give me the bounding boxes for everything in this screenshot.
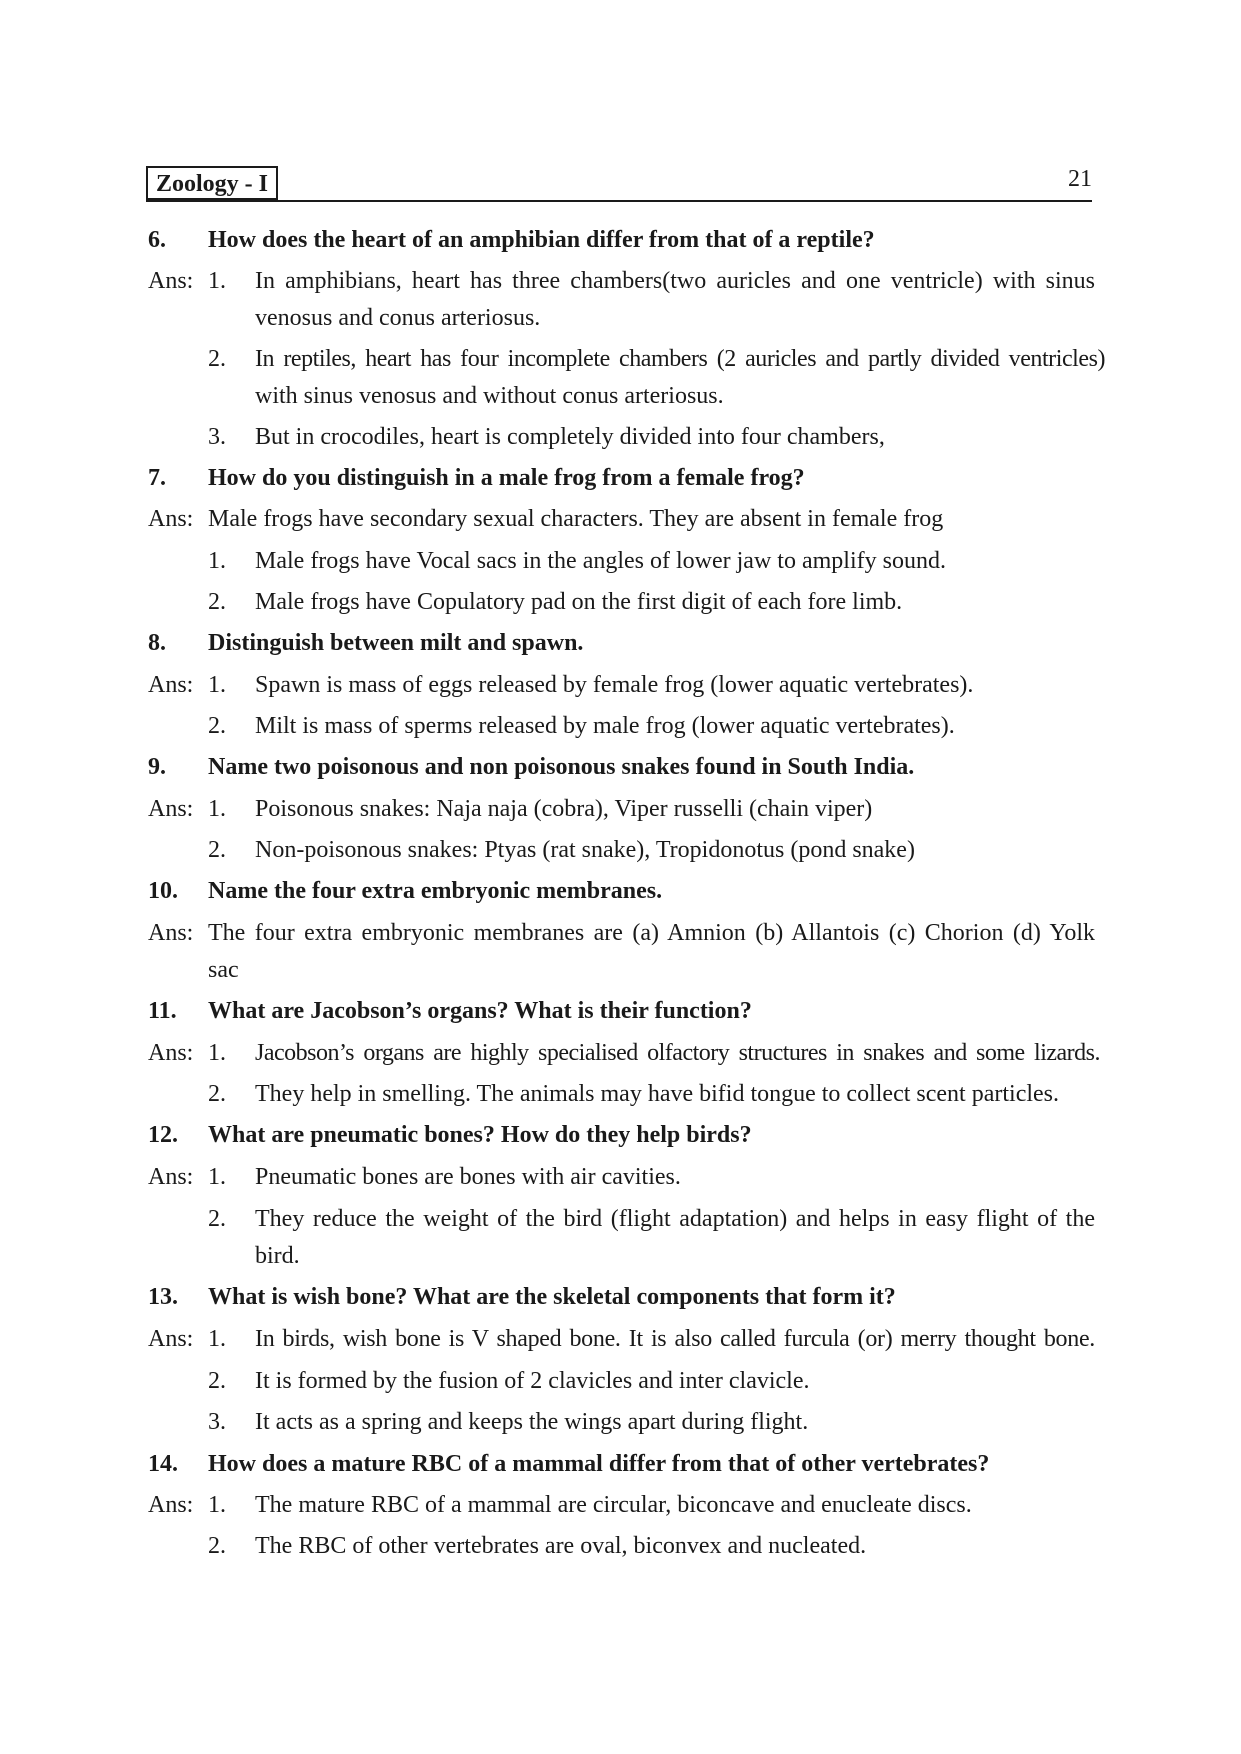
question-number: 7. <box>148 465 166 491</box>
answer-item-text: The RBC of other vertebrates are oval, biconvex and nucleated. <box>255 1533 867 1559</box>
question-number: 10. <box>148 878 178 904</box>
answer-item-text: It is formed by the fusion of 2 clavicles and inter clavicle. <box>255 1368 810 1394</box>
answer-item-text: Poisonous snakes: Naja naja (cobra), Viper russelli (chain viper) <box>255 796 873 822</box>
answer-item-number: 3. <box>208 1409 226 1435</box>
subject-title: Zoology - I <box>146 166 278 200</box>
question-number: 13. <box>148 1284 178 1310</box>
answer-item-number: 3. <box>208 424 226 450</box>
answer-item-number: 1. <box>208 268 226 294</box>
question-number: 6. <box>148 227 166 253</box>
answer-item-text: Non-poisonous snakes: Ptyas (rat snake), Tropidonotus (pond snake) <box>255 837 915 863</box>
answer-label: Ans: <box>148 1164 194 1190</box>
page-number: 21 <box>1068 166 1092 192</box>
answer-item-text: Male frogs have Copulatory pad on the first digit of each fore limb. <box>255 589 903 615</box>
answer-label: Ans: <box>148 268 194 294</box>
answer-item-text: Milt is mass of sperms released by male frog (lower aquatic vertebrates). <box>255 713 955 739</box>
answer-item-number: 1. <box>208 1164 226 1190</box>
question-text: What are Jacobson’s organs? What is their function? <box>208 998 752 1024</box>
question-number: 11. <box>148 998 177 1024</box>
answer-label: Ans: <box>148 1040 194 1066</box>
answer-item-text: with sinus venosus and without conus arteriosus. <box>255 383 724 409</box>
answer-item-number: 1. <box>208 1040 226 1066</box>
answer-item-text: But in crocodiles, heart is completely divided into four chambers, <box>255 424 885 450</box>
question-text: What are pneumatic bones? How do they help birds? <box>208 1122 752 1148</box>
question-number: 9. <box>148 754 166 780</box>
answer-item-number: 2. <box>208 837 226 863</box>
answer-item-number: 2. <box>208 1533 226 1559</box>
answer-item-text: Spawn is mass of eggs released by female frog (lower aquatic vertebrates). <box>255 672 974 698</box>
answer-item-number: 1. <box>208 672 226 698</box>
question-text: Distinguish between milt and spawn. <box>208 630 584 656</box>
answer-item-text: Male frogs have Vocal sacs in the angles of lower jaw to amplify sound. <box>255 548 946 574</box>
question-number: 8. <box>148 630 166 656</box>
answer-item-text: bird. <box>255 1243 300 1269</box>
question-text: What is wish bone? What are the skeletal components that form it? <box>208 1284 896 1310</box>
answer-label: Ans: <box>148 506 194 532</box>
answer-item-number: 1. <box>208 1326 226 1352</box>
answer-label: Ans: <box>148 1492 194 1518</box>
answer-item-text: Pneumatic bones are bones with air cavities. <box>255 1164 681 1190</box>
answer-item-number: 2. <box>208 1081 226 1107</box>
question-text: How do you distinguish in a male frog from a female frog? <box>208 465 805 491</box>
question-text: Name the four extra embryonic membranes. <box>208 878 663 904</box>
answer-label: Ans: <box>148 796 194 822</box>
question-text: How does the heart of an amphibian differ from that of a reptile? <box>208 227 875 253</box>
answer-label: Ans: <box>148 1326 194 1352</box>
answer-item-number: 1. <box>208 796 226 822</box>
answer-item-number: 2. <box>208 713 226 739</box>
question-number: 14. <box>148 1451 178 1477</box>
answer-item-number: 1. <box>208 548 226 574</box>
question-number: 12. <box>148 1122 178 1148</box>
answer-item-number: 2. <box>208 589 226 615</box>
question-text: Name two poisonous and non poisonous snakes found in South India. <box>208 754 915 780</box>
answer-item-number: 1. <box>208 1492 226 1518</box>
answer-item-number: 2. <box>208 1206 226 1232</box>
answer-item-text: In reptiles, heart has four incomplete chambers (2 auricles and partly divided ventricles) <box>255 346 1105 372</box>
answer-text: sac <box>208 957 239 983</box>
answer-item-text: In amphibians, heart has three chambers(two auricles and one ventricle) with sinus <box>255 268 1095 294</box>
question-text: How does a mature RBC of a mammal differ from that of other vertebrates? <box>208 1451 990 1477</box>
answer-item-text: Jacobson’s organs are highly specialised olfactory structures in snakes and some lizards. <box>255 1040 1100 1066</box>
answer-item-text: The mature RBC of a mammal are circular, biconcave and enucleate discs. <box>255 1492 972 1518</box>
answer-label: Ans: <box>148 672 194 698</box>
answer-item-text: They reduce the weight of the bird (flight adaptation) and helps in easy flight of the <box>255 1206 1095 1232</box>
page-header <box>146 166 1092 202</box>
answer-item-text: In birds, wish bone is V shaped bone. It is also called furcula (or) merry thought bone. <box>255 1326 1095 1352</box>
header-rule <box>146 200 1092 202</box>
answer-item-text: They help in smelling. The animals may have bifid tongue to collect scent particles. <box>255 1081 1059 1107</box>
answer-text: Male frogs have secondary sexual characters. They are absent in female frog <box>208 506 944 532</box>
answer-item-number: 2. <box>208 346 226 372</box>
answer-item-text: venosus and conus arteriosus. <box>255 305 541 331</box>
answer-text: The four extra embryonic membranes are (a) Amnion (b) Allantois (c) Chorion (d) Yolk <box>208 920 1095 946</box>
answer-item-number: 2. <box>208 1368 226 1394</box>
answer-label: Ans: <box>148 920 194 946</box>
answer-item-text: It acts as a spring and keeps the wings apart during flight. <box>255 1409 809 1435</box>
